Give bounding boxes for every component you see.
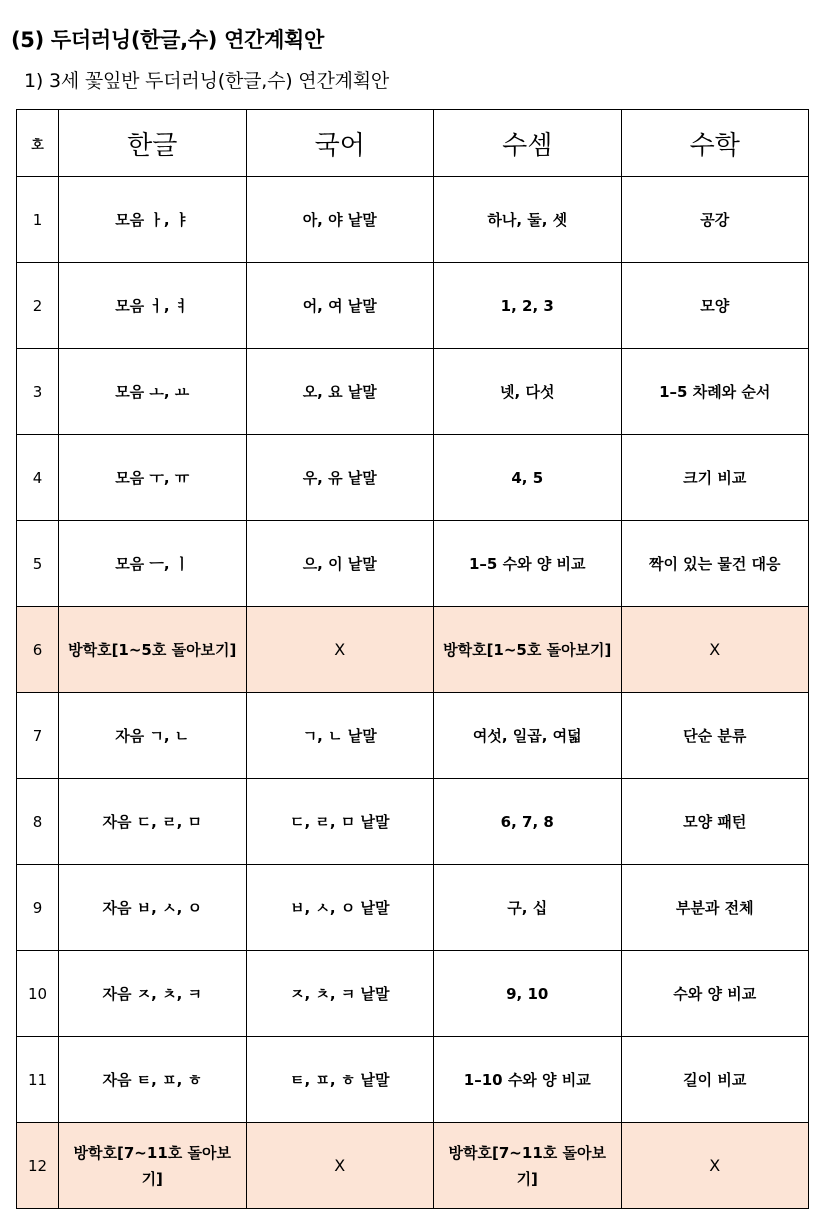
- cell-counting: 6, 7, 8: [434, 779, 622, 865]
- cell-korean: ㅂ, ㅅ, ㅇ 낱말: [246, 865, 434, 951]
- cell-hangul: 모음 ㅗ, ㅛ: [59, 349, 247, 435]
- cell-korean: X: [246, 1123, 434, 1209]
- cell-math: X: [621, 607, 809, 693]
- cell-issue-number: 3: [17, 349, 59, 435]
- cell-issue-number: 4: [17, 435, 59, 521]
- cell-issue-number: 11: [17, 1037, 59, 1123]
- cell-counting: 1–10 수와 양 비교: [434, 1037, 622, 1123]
- cell-counting: 구, 십: [434, 865, 622, 951]
- table-row: [17, 521, 809, 607]
- table-row: [17, 177, 809, 263]
- cell-issue-number: 10: [17, 951, 59, 1037]
- cell-counting: 방학호[1~5호 돌아보기]: [434, 607, 622, 693]
- cell-counting: 방학호[7~11호 돌아보기]: [434, 1123, 622, 1209]
- cell-math: X: [621, 1123, 809, 1209]
- cell-counting: 1, 2, 3: [434, 263, 622, 349]
- sub-title: 1) 3세 꽃잎반 두더러닝(한글,수) 연간계획안: [24, 70, 390, 92]
- header-math: 수학: [621, 110, 809, 177]
- cell-math: 크기 비교: [621, 435, 809, 521]
- cell-korean: 으, 이 낱말: [246, 521, 434, 607]
- header-issue-number: 호: [17, 110, 59, 177]
- cell-hangul: 자음 ㄷ, ㄹ, ㅁ: [59, 779, 247, 865]
- cell-counting: 여섯, 일곱, 여덟: [434, 693, 622, 779]
- cell-issue-number: 2: [17, 263, 59, 349]
- table-row: [17, 349, 809, 435]
- annual-plan-table: [16, 109, 809, 1209]
- cell-hangul: 모음 ㅓ, ㅕ: [59, 263, 247, 349]
- cell-counting: 넷, 다섯: [434, 349, 622, 435]
- cell-korean: ㄱ, ㄴ 낱말: [246, 693, 434, 779]
- cell-hangul: 방학호[7~11호 돌아보기]: [59, 1123, 247, 1209]
- cell-korean: X: [246, 607, 434, 693]
- table-row-review: [17, 607, 809, 693]
- cell-math: 수와 양 비교: [621, 951, 809, 1037]
- table-body: [17, 177, 809, 1209]
- cell-counting: 하나, 둘, 셋: [434, 177, 622, 263]
- cell-issue-number: 1: [17, 177, 59, 263]
- cell-hangul: 자음 ㅈ, ㅊ, ㅋ: [59, 951, 247, 1037]
- cell-hangul: 모음 ㅜ, ㅠ: [59, 435, 247, 521]
- table-row: [17, 865, 809, 951]
- table-row: [17, 263, 809, 349]
- cell-math: 모양 패턴: [621, 779, 809, 865]
- cell-hangul: 자음 ㅂ, ㅅ, ㅇ: [59, 865, 247, 951]
- section-title: (5) 두더러닝(한글,수) 연간계획안: [11, 28, 325, 52]
- cell-math: 부분과 전체: [621, 865, 809, 951]
- header-korean: 국어: [246, 110, 434, 177]
- cell-issue-number: 9: [17, 865, 59, 951]
- table-row: [17, 951, 809, 1037]
- table-row: [17, 693, 809, 779]
- cell-counting: 1–5 수와 양 비교: [434, 521, 622, 607]
- cell-korean: 우, 유 낱말: [246, 435, 434, 521]
- table-header-row: [17, 110, 809, 177]
- cell-hangul: 자음 ㅌ, ㅍ, ㅎ: [59, 1037, 247, 1123]
- table-row: [17, 435, 809, 521]
- cell-issue-number: 5: [17, 521, 59, 607]
- cell-counting: 9, 10: [434, 951, 622, 1037]
- cell-hangul: 모음 ㅡ, ㅣ: [59, 521, 247, 607]
- cell-math: 1–5 차례와 순서: [621, 349, 809, 435]
- cell-issue-number: 8: [17, 779, 59, 865]
- cell-korean: 어, 여 낱말: [246, 263, 434, 349]
- cell-issue-number: 12: [17, 1123, 59, 1209]
- cell-math: 길이 비교: [621, 1037, 809, 1123]
- header-hangul: 한글: [59, 110, 247, 177]
- cell-counting: 4, 5: [434, 435, 622, 521]
- table-row-review: [17, 1123, 809, 1209]
- cell-korean: ㄷ, ㄹ, ㅁ 낱말: [246, 779, 434, 865]
- table-row: [17, 1037, 809, 1123]
- cell-korean: ㅌ, ㅍ, ㅎ 낱말: [246, 1037, 434, 1123]
- cell-math: 짝이 있는 물건 대응: [621, 521, 809, 607]
- cell-hangul: 모음 ㅏ, ㅑ: [59, 177, 247, 263]
- table-row: [17, 779, 809, 865]
- cell-math: 모양: [621, 263, 809, 349]
- cell-hangul: 자음 ㄱ, ㄴ: [59, 693, 247, 779]
- cell-math: 공강: [621, 177, 809, 263]
- cell-issue-number: 6: [17, 607, 59, 693]
- cell-hangul: 방학호[1~5호 돌아보기]: [59, 607, 247, 693]
- cell-korean: ㅈ, ㅊ, ㅋ 낱말: [246, 951, 434, 1037]
- cell-issue-number: 7: [17, 693, 59, 779]
- cell-korean: 아, 야 낱말: [246, 177, 434, 263]
- cell-korean: 오, 요 낱말: [246, 349, 434, 435]
- cell-math: 단순 분류: [621, 693, 809, 779]
- header-counting: 수셈: [434, 110, 622, 177]
